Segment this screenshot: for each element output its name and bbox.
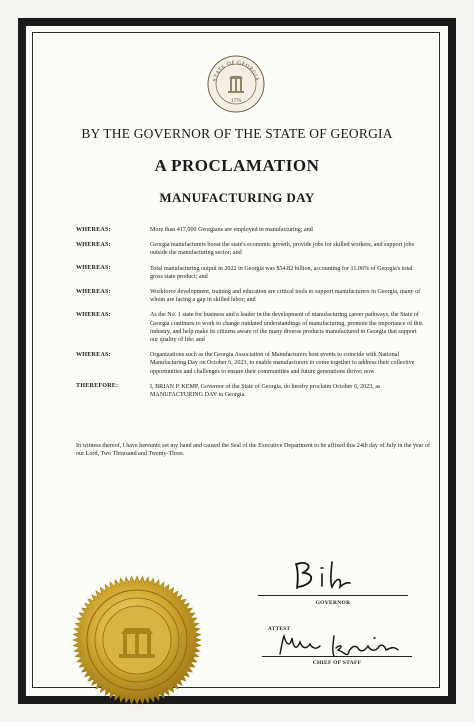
clause-text: Organizations such as the Georgia Association of Manufacturers host events to coincide with National Manufacturing Day on October 6, 2023, to enable manufacturers to come together to address their collective opportunities and challenges to ensure their communities and future generations thrive; now bbox=[150, 352, 415, 375]
clause-label: WHEREAS: bbox=[76, 265, 111, 272]
clause-list bbox=[76, 226, 426, 406]
governor-signature bbox=[288, 556, 378, 592]
seal-year: 1776 bbox=[231, 99, 241, 104]
proclamation-heading: A PROCLAMATION bbox=[154, 156, 320, 175]
clause-item bbox=[76, 311, 426, 344]
clause-item bbox=[76, 265, 426, 281]
chief-of-staff-label: CHIEF OF STAFF bbox=[312, 660, 362, 666]
clause-item bbox=[76, 226, 426, 234]
proclamation-title: MANUFACTURING DAY bbox=[159, 190, 315, 205]
clause-item bbox=[76, 241, 426, 257]
clause-text: Total manufacturing output in 2022 in Georgia was $54.82 billion, accounting for 11.06% of Georgia's total gross state product; and bbox=[150, 265, 413, 280]
clause-label: THEREFORE: bbox=[76, 383, 119, 390]
attest-label: ATTEST bbox=[268, 626, 291, 632]
clause-label: WHEREAS: bbox=[76, 351, 111, 358]
clause-label: WHEREAS: bbox=[76, 226, 111, 233]
document-frame bbox=[18, 18, 456, 704]
state-seal bbox=[207, 55, 265, 113]
chief-of-staff-signature-line bbox=[262, 656, 412, 657]
clause-text: I, BRIAN P. KEMP, Governor of the State of Georgia, do hereby proclaim October 6, 2023, as MANUFACTURING DAY in Georgia. bbox=[150, 383, 381, 399]
clause-text: More than 417,000 Georgians are employed in manufacturing; and bbox=[150, 227, 313, 233]
clause-label: WHEREAS: bbox=[76, 311, 111, 318]
gold-foil-seal bbox=[71, 574, 203, 706]
witness-paragraph: In witness thereof, I have hereunto set my hand and caused the Seal of the Executive Department to be affixed this 24th day of July in the year of our Lord, Two Thousand and Twenty-Three. bbox=[76, 443, 431, 458]
seal-ring-text: STATE OF GEORGIA bbox=[212, 59, 260, 83]
proclamation-paper bbox=[26, 26, 448, 696]
governor-label: GOVERNOR bbox=[315, 600, 351, 606]
clause-label: WHEREAS: bbox=[76, 241, 111, 248]
clause-text: As the No. 1 state for business and a leader in the development of manufacturing career pathways, the State of Georgia continues to work to change outdated understandings of manufacturing, promote the importance of this industry, and help make its citizens aware of the many diverse products manufactured in Georgia that support our quality of life; and bbox=[150, 312, 423, 344]
clause-item bbox=[76, 288, 426, 304]
clause-text: Georgia manufacturers boost the state's economic growth, provide jobs for skilled workers, and support jobs outside the manufacturing sector; and bbox=[150, 242, 414, 257]
clause-label: WHEREAS: bbox=[76, 288, 111, 295]
clause-item bbox=[76, 383, 426, 399]
governor-heading: BY THE GOVERNOR OF THE STATE OF GEORGIA bbox=[81, 126, 393, 141]
clause-item bbox=[76, 351, 426, 376]
governor-signature-line bbox=[258, 595, 408, 596]
clause-text: Workforce development, training and education are critical tools to support manufacturers in Georgia, many of whom are facing a gap in skilled labor; and bbox=[150, 289, 421, 304]
